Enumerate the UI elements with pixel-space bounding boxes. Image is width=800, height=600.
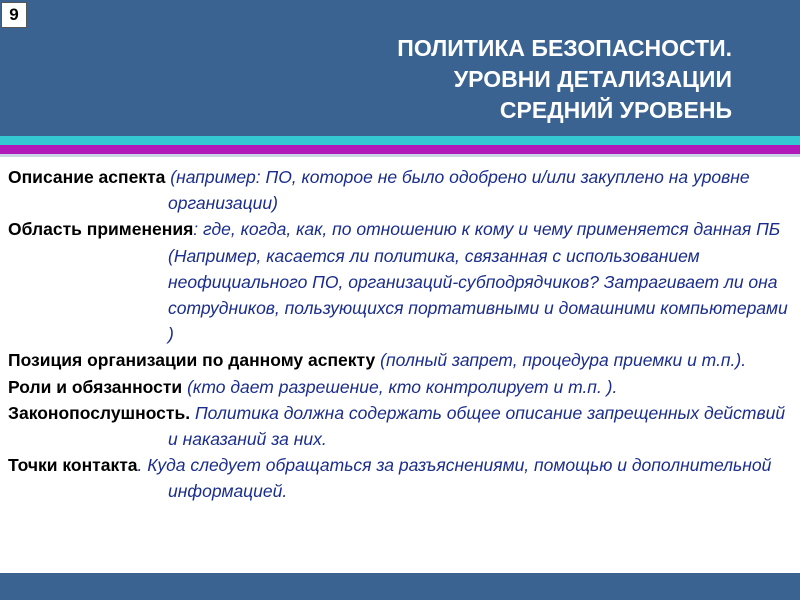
item-description: Политика должна содержать общее описание запрещенных действий и наказаний за них. <box>168 402 786 450</box>
item-description: (кто дает разрешение, кто контролирует и т.п. ). <box>182 376 618 397</box>
item-description: (полный запрет, процедура приемки и т.п.). <box>375 350 747 371</box>
item-term: Описание аспекта <box>8 167 166 187</box>
purple-divider-stripe <box>0 145 800 154</box>
list-item-organization-position <box>8 347 794 373</box>
list-item-scope <box>8 216 794 347</box>
slide-title <box>397 33 732 126</box>
item-description: (например: ПО, которое не было одобрено и/или закуплено на уровне организации) <box>165 167 750 214</box>
item-description: : где, когда, как, по отношению к кому и чему применяется данная ПБ (Например, касается ли политика, связанная с использованием неофициального ПО, организаций-субподрядчиков? Затрагивает ли она сотрудников, пользующихся портативными и домашними компьютерами ) <box>168 219 788 345</box>
footer-bar <box>0 573 800 600</box>
list-item-compliance <box>8 400 794 452</box>
slide-body <box>8 164 794 505</box>
item-term: Роли и обязанности <box>8 376 183 397</box>
slide-number: 9 <box>1 2 27 28</box>
item-term: Законопослушность. <box>8 402 191 423</box>
slide-title-line-3: СРЕДНИЙ УРОВЕНЬ <box>499 97 732 123</box>
slide-title-line-2: УРОВНИ ДЕТАЛИЗАЦИИ <box>453 66 732 92</box>
item-term: Позиция организации по данному аспекту <box>8 350 376 371</box>
title-banner <box>0 0 800 136</box>
item-description: . Куда следует обращаться за разъяснениями, помощью и дополнительной информацией. <box>137 455 772 502</box>
list-item-roles <box>8 374 794 400</box>
item-term: Точки контакта <box>8 455 138 476</box>
slide-title-line-1: ПОЛИТИКА БЕЗОПАСНОСТИ. <box>397 35 732 61</box>
light-divider-stripe <box>0 154 800 157</box>
list-item-aspect-description <box>8 164 794 216</box>
cyan-divider-stripe <box>0 136 800 145</box>
list-item-contacts <box>8 452 794 504</box>
item-term: Область применения <box>8 219 194 240</box>
